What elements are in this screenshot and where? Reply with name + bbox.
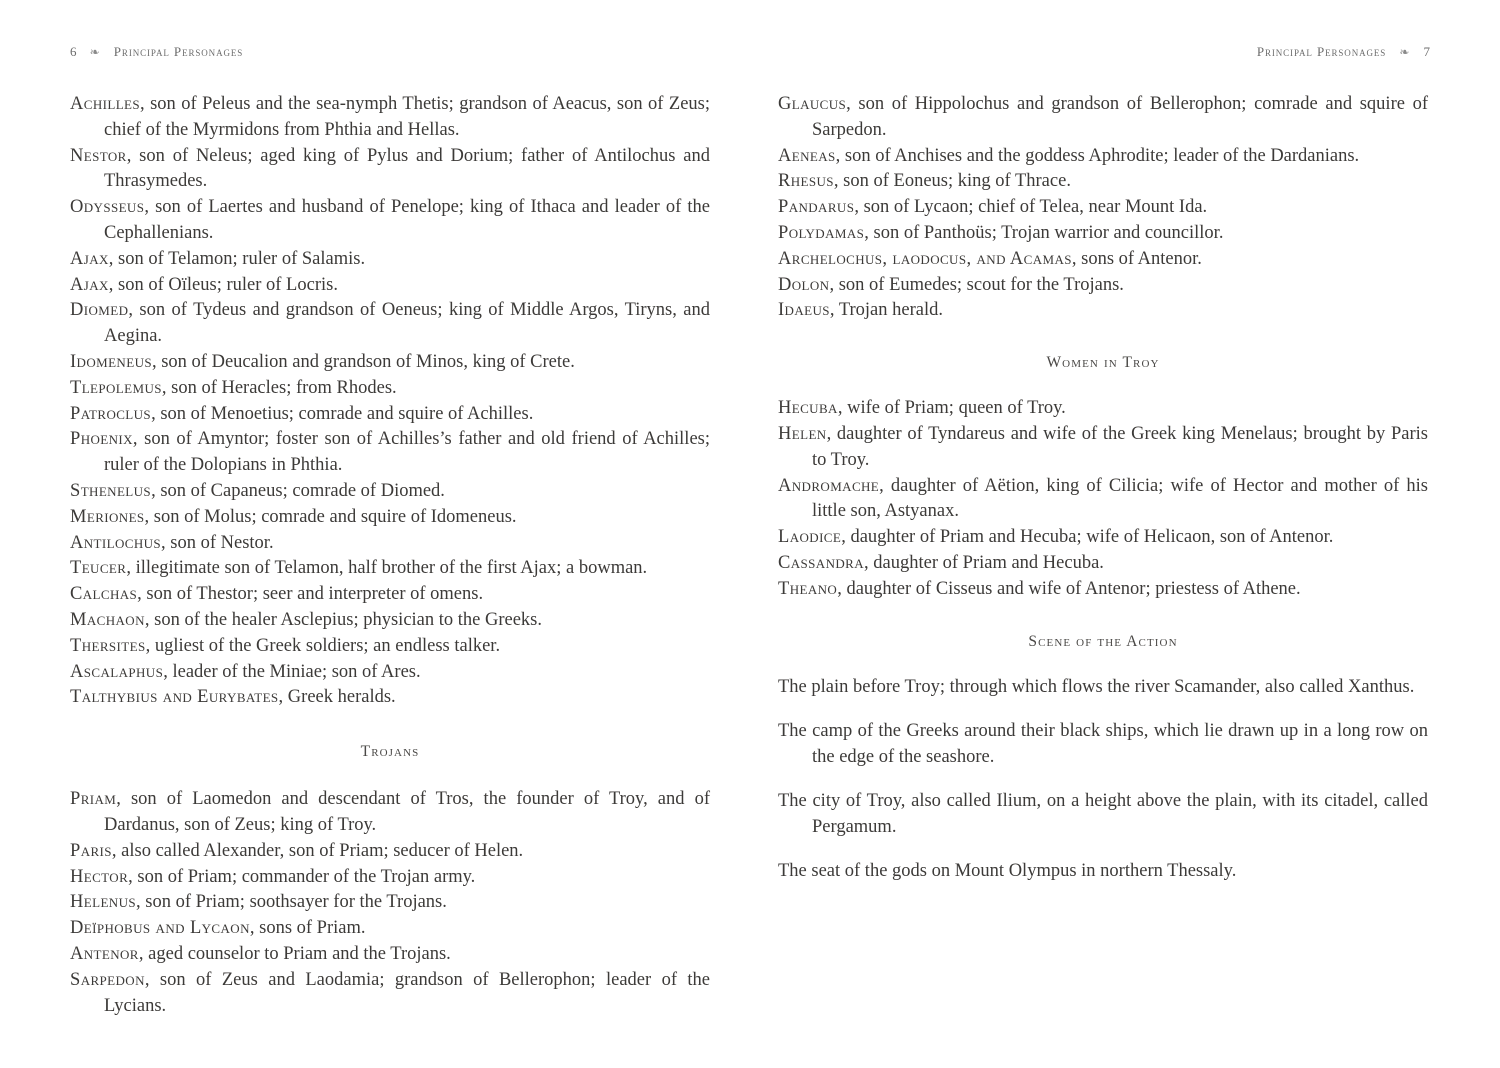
scene-list	[778, 675, 1428, 885]
entry-name: Idomeneus	[70, 351, 152, 372]
entry-name: Phoenix	[70, 429, 133, 450]
list-item	[70, 634, 710, 660]
entry-text: , leader of the Miniae; son of Ares.	[163, 661, 421, 682]
list-item	[70, 865, 710, 891]
column-right	[778, 92, 1458, 1019]
list-item	[70, 942, 710, 968]
list-item: The city of Troy, also called Ilium, on a height above the plain, with its citadel, called Pergamum.	[778, 790, 1428, 837]
list-item	[778, 273, 1428, 299]
entry-name: Pandarus	[778, 197, 855, 218]
list-item	[70, 531, 710, 557]
women-entry-list	[778, 396, 1428, 602]
entry-name: Hecuba	[778, 398, 838, 419]
list-item	[70, 556, 710, 582]
entry-name: Patroclus	[70, 403, 152, 424]
entry-text: , son of Panthoüs; Trojan warrior and councillor.	[864, 222, 1224, 243]
list-item	[778, 422, 1428, 474]
entry-name: Rhesus	[778, 171, 834, 192]
entry-name: Helenus	[70, 892, 136, 913]
entry-text: , son of Eumedes; scout for the Trojans.	[829, 274, 1124, 295]
entry-text: , son of Eoneus; king of Thrace.	[833, 171, 1071, 192]
entry-name: Machaon	[70, 609, 145, 630]
list-item	[70, 916, 710, 942]
list-item	[70, 298, 710, 350]
entry-text: , son of Oïleus; ruler of Locris.	[108, 274, 338, 295]
entry-name: Hector	[70, 866, 129, 887]
list-item: The camp of the Greeks around their black ships, which lie drawn up in a long row on the edge of the seashore.	[778, 720, 1428, 767]
entry-text: , son of Zeus and Laodamia; grandson of Bellerophon; leader of the Lycians.	[104, 969, 710, 1016]
entry-name: Idaeus	[778, 300, 830, 321]
entry-name: Meriones	[70, 506, 145, 527]
list-item	[778, 577, 1428, 603]
trojans-continued-list	[778, 92, 1428, 324]
list-item	[778, 474, 1428, 526]
list-item	[70, 350, 710, 376]
entry-text: , son of Neleus; aged king of Pylus and Dorium; father of Antilochus and Thrasymedes.	[104, 145, 710, 192]
entry-text: , son of Capaneus; comrade of Diomed.	[151, 480, 445, 501]
entry-name: Ajax	[70, 248, 109, 269]
entry-text: , son of Molus; comrade and squire of Idomeneus.	[144, 506, 517, 527]
entry-text: , sons of Priam.	[249, 918, 366, 939]
list-item	[778, 195, 1428, 221]
list-item	[70, 479, 710, 505]
list-item	[70, 247, 710, 273]
list-item	[70, 608, 710, 634]
list-item	[70, 144, 710, 196]
list-item	[778, 298, 1428, 324]
section-heading-scene-of-the-action: Scene of the Action	[1028, 632, 1178, 650]
entry-name: Sarpedon	[70, 969, 145, 990]
entry-text: , son of Thestor; seer and interpreter of omens.	[137, 584, 484, 605]
list-item	[70, 427, 710, 479]
leaf-ornament-icon: ❧	[1399, 45, 1411, 59]
entry-text: , son of Priam; soothsayer for the Trojans.	[136, 892, 447, 913]
entry-text: , wife of Priam; queen of Troy.	[837, 398, 1066, 419]
entry-text: , Greek heralds.	[278, 687, 396, 708]
list-item	[778, 247, 1428, 273]
entry-name: Nestor	[70, 145, 127, 166]
entry-name: Odysseus	[70, 197, 145, 218]
entry-text: , Trojan herald.	[829, 300, 943, 321]
list-item	[70, 890, 710, 916]
list-item	[778, 221, 1428, 247]
column-left	[70, 92, 750, 1019]
entry-text: , son of Lycaon; chief of Telea, near Mount Ida.	[854, 197, 1208, 218]
entry-name: Ajax	[70, 274, 109, 295]
entry-name: Polydamas	[778, 222, 865, 243]
running-head-right	[1257, 44, 1430, 60]
running-head-title-right: Principal Personages	[1256, 44, 1387, 59]
list-item	[70, 195, 710, 247]
entry-name: Paris	[70, 840, 112, 861]
list-item	[70, 376, 710, 402]
entry-text: , daughter of Tyndareus and wife of the Greek king Menelaus; brought by Paris to Troy.	[812, 423, 1428, 470]
list-item	[778, 169, 1428, 195]
list-item	[70, 505, 710, 531]
running-head-title-left: Principal Personages	[113, 44, 244, 59]
entry-text: , daughter of Priam and Hecuba; wife of Helicaon, son of Antenor.	[841, 527, 1334, 548]
list-item	[70, 273, 710, 299]
entry-text: , daughter of Aëtion, king of Cilicia; wife of Hector and mother of his little son, Astyanax.	[812, 475, 1428, 522]
entry-text: , son of Heracles; from Rhodes.	[161, 377, 397, 398]
entry-name: Teucer	[70, 558, 127, 579]
entry-text: , son of Peleus and the sea-nymph Thetis; grandson of Aeacus, son of Zeus; chief of the Myrmidons from Phthia and Hellas.	[104, 94, 710, 140]
entry-name: Dolon	[778, 274, 830, 295]
entry-text: , illegitimate son of Telamon, half brother of the first Ajax; a bowman.	[126, 558, 648, 579]
entry-text: , son of Deucalion and grandson of Minos, king of Crete.	[151, 351, 575, 372]
entry-name: Cassandra	[778, 552, 865, 573]
entry-text: , son of Laomedon and descendant of Tros, the founder of Troy, and of Dardanus, son of Zeus; king of Troy.	[104, 789, 710, 835]
entry-name: Helen	[778, 423, 827, 444]
entry-name: Talthybius and Eurybates	[70, 687, 279, 708]
entry-text: , ugliest of the Greek soldiers; an endless talker.	[145, 635, 501, 656]
section-heading-women-in-troy: Women in Troy	[1046, 354, 1160, 372]
entry-text: , daughter of Priam and Hecuba.	[864, 552, 1104, 573]
running-head-left	[70, 44, 243, 60]
list-item	[70, 968, 710, 1020]
entry-text: , son of Amyntor; foster son of Achilles’s father and old friend of Achilles; ruler of the Dolopians in Phthia.	[104, 429, 710, 476]
entry-name: Deïphobus and Lycaon	[70, 918, 250, 939]
list-item: The plain before Troy; through which flows the river Scamander, also called Xanthus.	[778, 676, 1415, 697]
entry-text: , son of Anchises and the goddess Aphrodite; leader of the Dardanians.	[835, 145, 1360, 166]
page-number-right: 7	[1423, 44, 1430, 59]
page-number-left: 6	[70, 44, 77, 59]
list-item	[70, 787, 710, 839]
entry-name: Diomed	[70, 300, 129, 321]
entry-name: Laodice	[778, 527, 842, 548]
entry-name: Aeneas	[778, 145, 836, 166]
list-item	[70, 402, 710, 428]
list-item	[778, 92, 1428, 144]
entry-name: Sthenelus	[70, 480, 152, 501]
list-item	[70, 582, 710, 608]
list-item	[778, 144, 1428, 170]
list-item: The seat of the gods on Mount Olympus in northern Thessaly.	[778, 861, 1237, 882]
list-item	[778, 551, 1428, 577]
entry-text: , sons of Antenor.	[1071, 248, 1202, 269]
entry-text: , son of Priam; commander of the Trojan army.	[128, 866, 476, 887]
entry-text: , son of Menoetius; comrade and squire of Achilles.	[151, 403, 534, 424]
entry-text: , also called Alexander, son of Priam; seducer of Helen.	[111, 840, 524, 861]
list-item	[70, 839, 710, 865]
list-item	[70, 660, 710, 686]
entry-name: Glaucus	[778, 94, 847, 114]
two-column-body	[0, 92, 1500, 1019]
section-heading-trojans: Trojans	[360, 743, 420, 761]
entry-text: , son of Laertes and husband of Penelope; king of Ithaca and leader of the Cephallenians.	[104, 197, 710, 243]
entry-name: Ascalaphus	[70, 661, 164, 682]
entry-name: Achilles	[70, 94, 141, 114]
entry-text: , son of Tydeus and grandson of Oeneus; king of Middle Argos, Tiryns, and Aegina.	[104, 300, 710, 347]
entry-name: Antenor	[70, 943, 139, 964]
trojans-entry-list	[70, 787, 710, 1019]
entry-text: , son of Telamon; ruler of Salamis.	[108, 248, 366, 269]
entry-name: Antilochus	[70, 532, 162, 553]
leaf-ornament-icon: ❧	[89, 45, 101, 59]
entry-name: Theano	[778, 578, 838, 599]
entry-name: Priam	[70, 789, 117, 810]
list-item	[70, 685, 710, 711]
entry-text: , son of the healer Asclepius; physician to the Greeks.	[144, 609, 543, 630]
entry-name: Thersites	[70, 635, 146, 656]
entry-name: Andromache	[778, 475, 880, 496]
entry-name: Calchas	[70, 584, 138, 605]
entry-name: Archelochus, laodocus, and Acamas	[778, 248, 1072, 269]
list-item	[778, 396, 1428, 422]
greeks-entry-list	[70, 92, 710, 711]
list-item	[778, 525, 1428, 551]
entry-text: , daughter of Cisseus and wife of Antenor; priestess of Athene.	[837, 578, 1301, 599]
entry-name: Tlepolemus	[70, 377, 162, 398]
entry-text: , son of Nestor.	[161, 532, 274, 553]
entry-text: , aged counselor to Priam and the Trojans.	[138, 943, 451, 964]
list-item	[70, 92, 710, 144]
entry-text: , son of Hippolochus and grandson of Bellerophon; comrade and squire of Sarpedon.	[812, 94, 1428, 140]
